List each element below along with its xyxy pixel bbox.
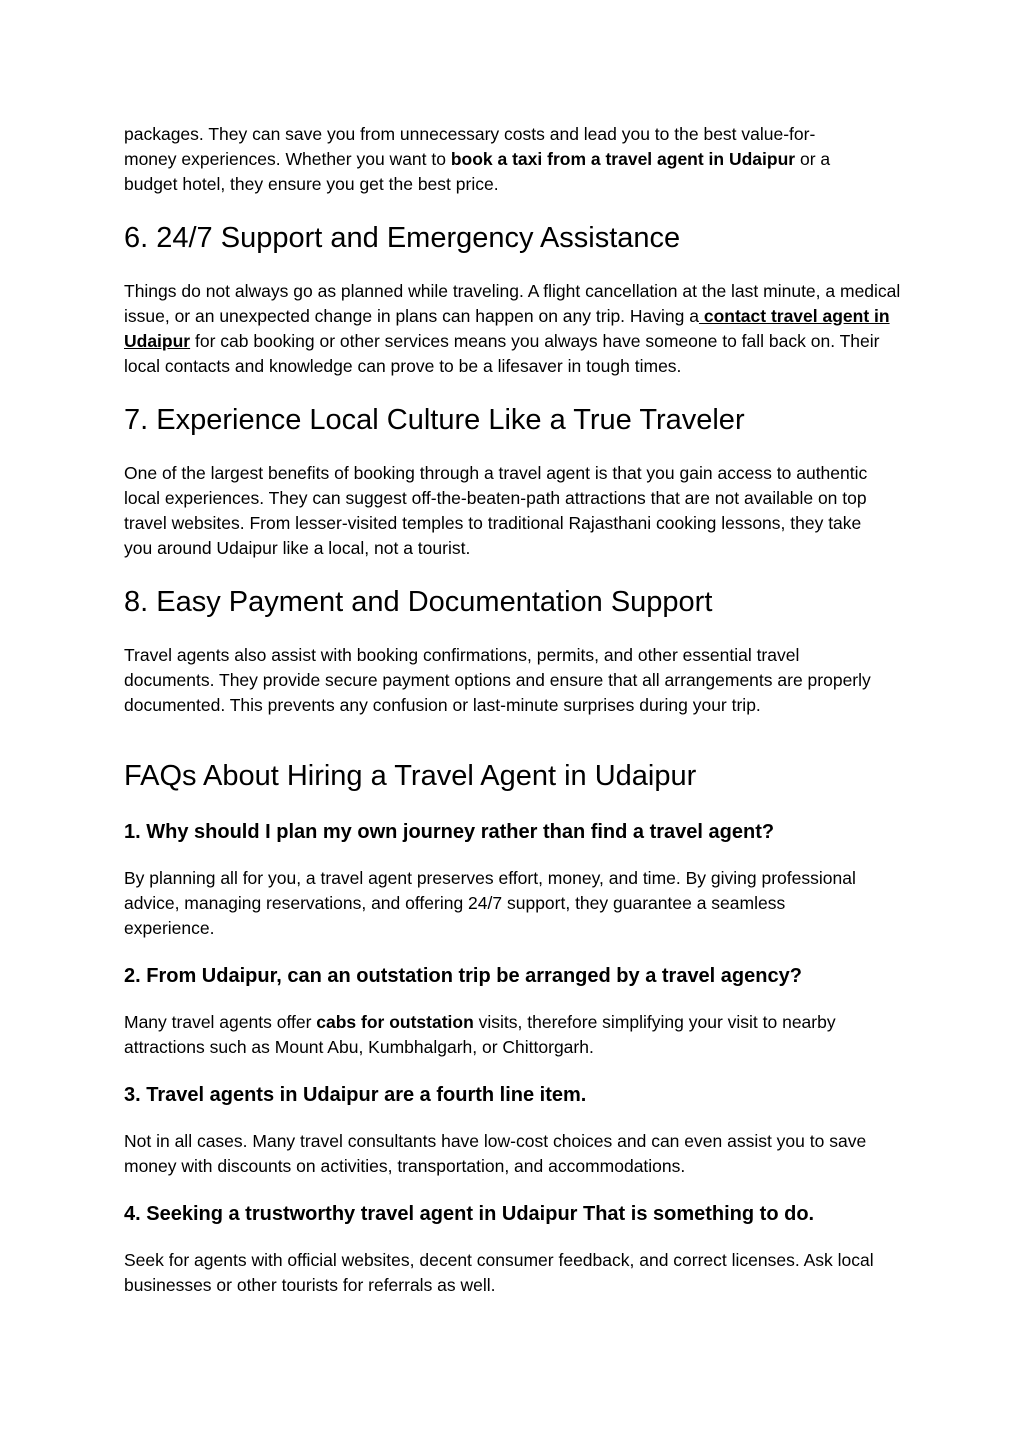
intro-paragraph: packages. They can save you from unnecessary costs and lead you to the best value-for-money experiences. Whether you want to book a taxi from a travel agent in Udaipur or a budget hotel, they ensure you get the best price.	[124, 124, 831, 194]
section-7-heading: 7. Experience Local Culture Like a True Traveler	[124, 404, 745, 436]
section-6-heading: 6. 24/7 Support and Emergency Assistance	[124, 222, 681, 254]
section-8-paragraph: Travel agents also assist with booking confirmations, permits, and other essential travel documents. They provide secure payment options and ensure that all arrangements are properly documented. This prevents any confusion or last-minute surprises during your trip.	[124, 645, 871, 715]
faq-answer-4: Seek for agents with official websites, decent consumer feedback, and correct licenses. Ask local businesses or other tourists for referrals as well.	[124, 1250, 874, 1295]
section-8-heading: 8. Easy Payment and Documentation Support	[124, 586, 713, 618]
intro-bold-text: book a taxi from a travel agent in Udaipur	[450, 149, 796, 169]
section-7-paragraph: One of the largest benefits of booking through a travel agent is that you gain access to authentic local experiences. They can suggest off-the-beaten-path attractions that are not available on top travel websites. From lesser-visited temples to traditional Rajasthani cooking lessons, they take you around Udaipur like a local, not a tourist.	[124, 463, 868, 558]
faq-question-2: 2. From Udaipur, can an outstation trip be arranged by a travel agency?	[124, 965, 802, 987]
faq-answer-3: Not in all cases. Many travel consultants have low-cost choices and can even assist you to save money with discounts on activities, transportation, and accommodations.	[124, 1131, 867, 1176]
faq-question-4: 4. Seeking a trustworthy travel agent in Udaipur That is something to do.	[124, 1203, 815, 1225]
cabs-for-outstation-bold: cabs for outstation	[316, 1012, 474, 1032]
faq-heading: FAQs About Hiring a Travel Agent in Udaipur	[124, 760, 697, 792]
contact-travel-agent-link[interactable]: contact travel agent in Udaipur	[124, 306, 890, 351]
section-6-paragraph: Things do not always go as planned while traveling. A flight cancellation at the last minute, a medical issue, or an unexpected change in plans can happen on any trip. Having a contact travel agent in Udaipur for cab booking or other services means you always have someone to fall back on. Their local contacts and knowledge can prove to be a lifesaver in tough times.	[124, 281, 901, 376]
faq-answer-2: Many travel agents offer cabs for outstation visits, therefore simplifying your visit to nearby attractions such as Mount Abu, Kumbhalgarh, or Chittorgarh.	[124, 1012, 836, 1057]
faq-question-3: 3. Travel agents in Udaipur are a fourth line item.	[124, 1084, 587, 1106]
faq-question-1: 1. Why should I plan my own journey rather than find a travel agent?	[124, 821, 775, 843]
faq-answer-1: By planning all for you, a travel agent preserves effort, money, and time. By giving professional advice, managing reservations, and offering 24/7 support, they guarantee a seamless experience.	[124, 868, 856, 938]
